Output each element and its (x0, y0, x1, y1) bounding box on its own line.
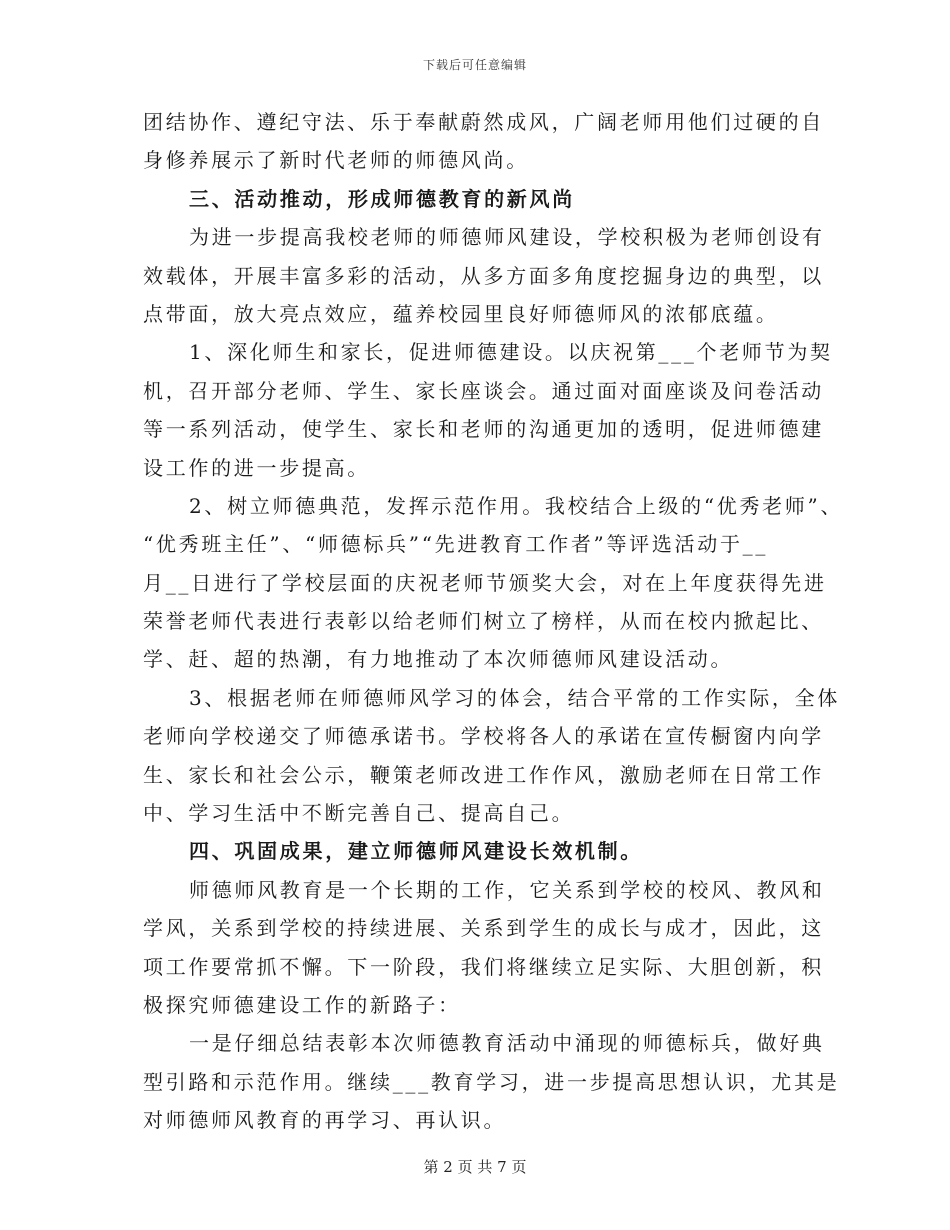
paragraph-line: “优秀班主任”、“师德标兵”“先进教育工作者”等评选活动于__ (143, 532, 769, 557)
page-header: 下载后可任意编辑 (422, 58, 527, 72)
paragraph-line: 设工作的进一步提高。 (143, 455, 370, 480)
paragraph-line: 为进一步提高我校老师的师德师风建设，学校积极为老师创设有 (189, 225, 825, 250)
section-heading: 三、活动推动，形成师德教育的新风尚 (189, 186, 575, 211)
paragraph-line: 等一系列活动，使学生、家长和老师的沟通更加的透明，促进师德建 (143, 417, 824, 442)
paragraph-line: 机，召开部分老师、学生、家长座谈会。通过面对面座谈及问卷活动 (143, 378, 824, 403)
paragraph-line: 月__日进行了学校层面的庆祝老师节颁奖大会，对在上年度获得先进 (143, 570, 827, 595)
paragraph-line: 团结协作、遵纪守法、乐于奉献蔚然成风，广阔老师用他们过硬的自 (143, 110, 824, 134)
page-number: 第 2 页 共 7 页 (423, 1158, 527, 1176)
paragraph-line: 型引路和示范作用。继续___教育学习，进一步提高思想认识，尤其是 (143, 1069, 840, 1094)
paragraph-line: 中、学习生活中不断完善自己、提高自己。 (143, 801, 575, 826)
paragraph-line: 点带面，放大亮点效应，蕴养校园里良好师德师风的浓郁底蕴。 (143, 301, 779, 326)
paragraph-line: 学风，关系到学校的持续进展、关系到学生的成长与成才，因此，这 (143, 916, 824, 941)
paragraph-line: 学、赶、超的热潮，有力地推动了本次师德师风建设活动。 (143, 647, 734, 672)
paragraph-line: 对师德师风教育的再学习、再认识。 (143, 1108, 507, 1133)
paragraph-line: 3、根据老师在师德师风学习的体会，结合平常的工作实际，全体 (189, 685, 841, 710)
paragraph-line: 项工作要常抓不懈。下一阶段，我们将继续立足实际、大胆创新，积 (143, 954, 824, 979)
document-body (143, 103, 844, 1140)
paragraph-line: 荣誉老师代表进行表彰以给老师们树立了榜样，从而在校内掀起比、 (143, 609, 824, 634)
paragraph-line: 1、深化师生和家长，促进师德建设。以庆祝第___个老师节为契 (189, 340, 833, 365)
paragraph-line: 师德师风教育是一个长期的工作，它关系到学校的校风、教风和 (189, 877, 825, 902)
paragraph-line: 身修养展示了新时代老师的师德风尚。 (143, 148, 529, 173)
paragraph-line: 生、家长和社会公示，鞭策老师改进工作作风，激励老师在日常工作 (143, 762, 824, 787)
paragraph-line: 2、树立师德典范，发挥示范作用。我校结合上级的“优秀老师”、 (189, 493, 844, 518)
paragraph-line: 效载体，开展丰富多彩的活动，从多方面多角度挖掘身边的典型，以 (143, 263, 824, 288)
paragraph-line: 一是仔细总结表彰本次师德教育活动中涌现的师德标兵，做好典 (189, 1031, 825, 1056)
paragraph-line: 老师向学校递交了师德承诺书。学校将各人的承诺在宣传橱窗内向学 (143, 724, 824, 749)
paragraph-line: 极探究师德建设工作的新路子： (143, 992, 461, 1017)
section-heading: 四、巩固成果，建立师德师风建设长效机制。 (189, 839, 643, 864)
